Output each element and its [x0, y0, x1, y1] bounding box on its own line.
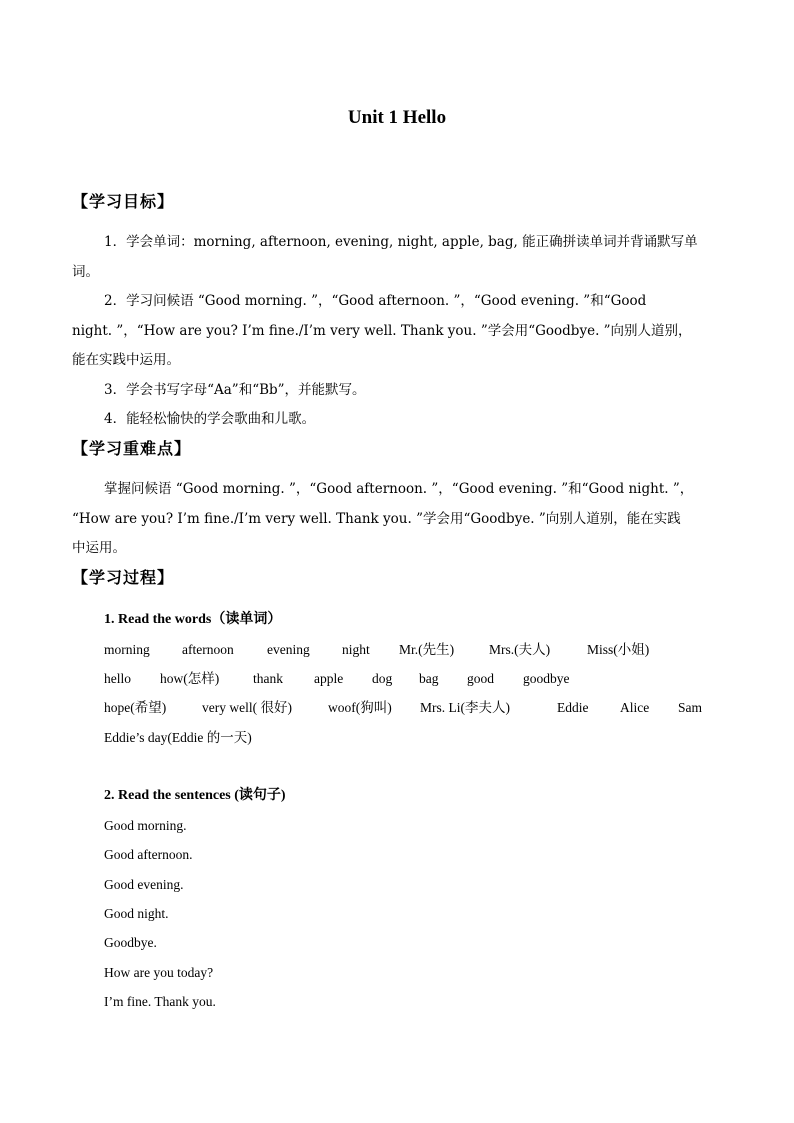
section-heading-process: 【学习过程】	[72, 568, 175, 587]
page-title: Unit 1 Hello	[347, 107, 447, 128]
word-item: how(怎样)	[160, 671, 220, 686]
word-item: dog	[372, 671, 393, 686]
word-item: goodbye	[523, 671, 570, 686]
goal-item-2-line-3: 能在实践中运用。	[72, 352, 180, 368]
word-item: bag	[419, 671, 439, 686]
word-row-1	[104, 640, 724, 660]
word-item: Eddie’s day(Eddie 的一天)	[104, 730, 252, 745]
key-points-line-3: 中运用。	[72, 540, 126, 556]
word-item: apple	[314, 671, 344, 686]
key-points-line-1: 掌握问候语 “Good morning. ”，“Good afternoon. ”，“Good evening. ”和“Good night. ”，	[104, 481, 694, 497]
goal-item-1-line-1: 1．学会单词：morning, afternoon, evening, night, apple, bag, 能正确拼读单词并背诵默写单	[104, 234, 698, 250]
sentence-item: I’m fine. Thank you.	[104, 994, 216, 1009]
word-item: Eddie	[557, 700, 589, 715]
word-item: very well( 很好)	[202, 700, 292, 715]
sentence-item: Good evening.	[104, 877, 184, 892]
goal-item-2-line-2: night. ”，“How are you? I’m fine./I’m very well. Thank you. ”学会用“Goodbye. ”向别人道别，	[72, 322, 692, 339]
word-item: Alice	[620, 700, 650, 715]
goal-item-4: 4．能轻松愉快的学会歌曲和儿歌。	[104, 411, 316, 427]
section-heading-goals: 【学习目标】	[72, 192, 175, 211]
word-item: afternoon	[182, 642, 234, 657]
read-words-heading: 1. Read the words（读单词）	[104, 612, 282, 627]
sentence-item: Good morning.	[104, 818, 187, 833]
goal-item-2-line-1: 2．学习问候语 “Good morning. ”，“Good afternoon. ”，“Good evening. ”和“Good	[104, 293, 647, 309]
key-points-paragraph	[72, 475, 722, 564]
word-item: morning	[104, 642, 150, 657]
sentence-item: How are you today?	[104, 965, 214, 980]
word-row-4	[104, 728, 724, 748]
word-item: evening	[267, 642, 310, 657]
word-item: thank	[253, 671, 283, 686]
sentence-item: Good afternoon.	[104, 847, 193, 862]
word-item: woof(狗叫)	[328, 700, 392, 715]
word-item: Mr.(先生)	[399, 642, 455, 657]
word-row-2	[104, 669, 724, 689]
word-item: Mrs. Li(李夫人)	[420, 700, 510, 715]
word-item: hello	[104, 671, 131, 686]
goal-item-1-line-2: 词。	[72, 263, 99, 280]
section-heading-key-points: 【学习重难点】	[72, 439, 192, 458]
read-sentences-heading: 2. Read the sentences (读句子)	[104, 788, 286, 803]
word-item: night	[342, 642, 370, 657]
sentence-item: Good night.	[104, 906, 169, 921]
word-item: Miss(小姐)	[587, 642, 650, 657]
word-item: Sam	[678, 700, 703, 715]
key-points-line-2: “How are you? I’m fine./I’m very well. Thank you. ”学会用“Goodbye. ”向别人道别，能在实践	[72, 510, 681, 527]
word-row-3	[104, 698, 724, 718]
goal-item-3: 3．学会书写字母“Aa”和“Bb”，并能默写。	[104, 381, 366, 398]
sentence-item: Goodbye.	[104, 935, 157, 950]
word-item: good	[467, 671, 494, 686]
word-item: Mrs.(夫人)	[489, 642, 551, 657]
word-item: hope(希望)	[104, 700, 167, 715]
goals-paragraph	[72, 228, 722, 435]
